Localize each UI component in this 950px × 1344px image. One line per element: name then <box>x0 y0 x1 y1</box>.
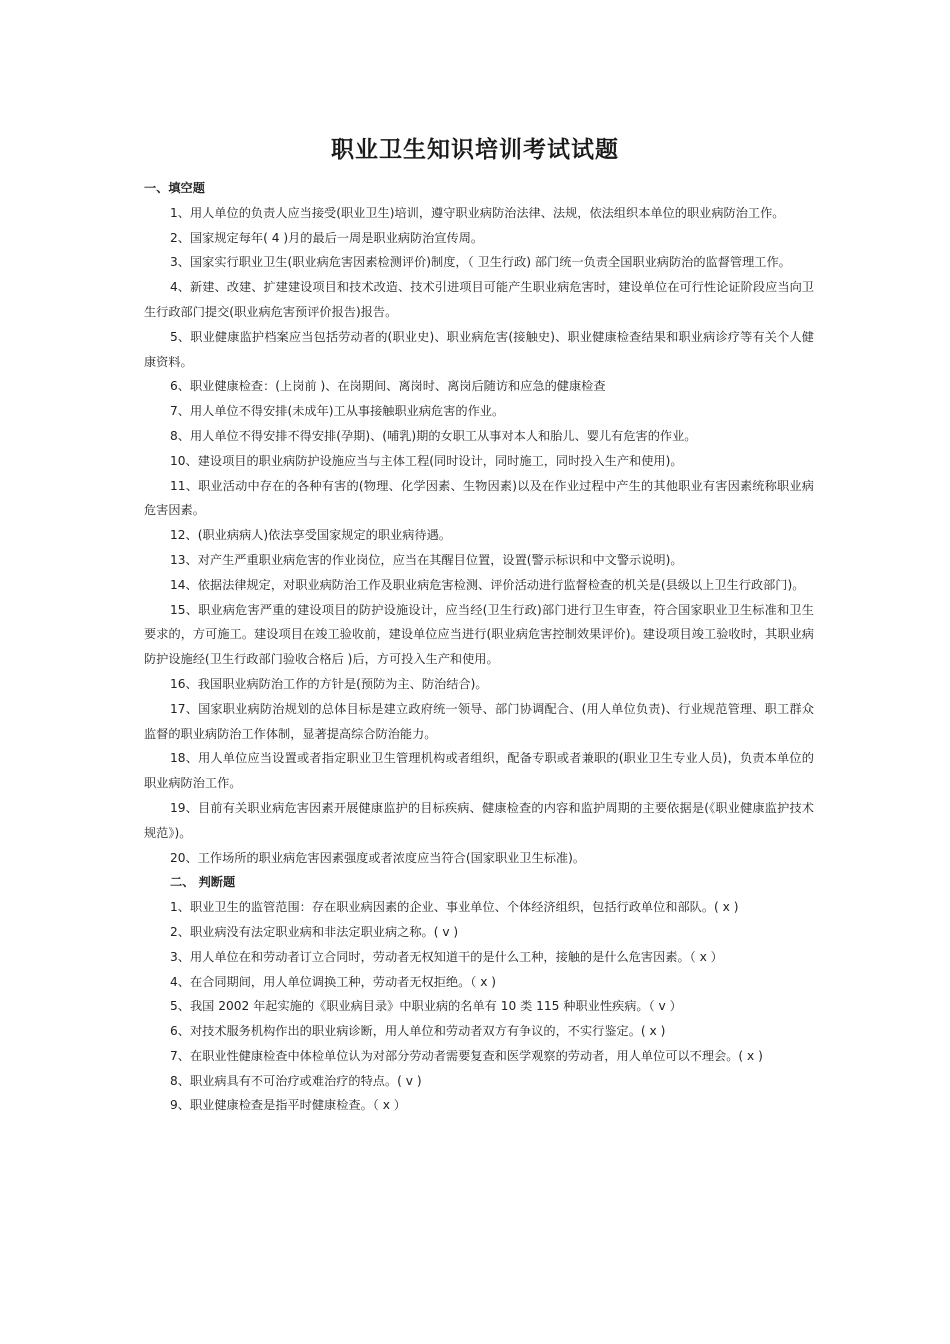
question-item: 4、在合同期间，用人单位调换工种，劳动者无权拒绝。（ x ) <box>170 974 497 989</box>
question-item: 18、用人单位应当设置或者指定职业卫生管理机构或者组织，配备专职或者兼职的(职业卫生专业人员)，负责本单位的职业病防治工作。 <box>144 751 814 791</box>
question-item: 9、职业健康检查是指平时健康检查。（ x ） <box>170 1098 406 1113</box>
question-item: 13、对产生严重职业病危害的作业岗位，应当在其醒目位置，设置(警示标识和中文警示说明)。 <box>170 552 683 567</box>
question-item: 11、职业活动中存在的各种有害的(物理、化学因素、生物因素)以及在作业过程中产生的其他职业有害因素统称职业病危害因素。 <box>144 478 814 518</box>
question-item: 8、职业病具有不可治疗或难治疗的特点。( v ) <box>170 1073 422 1088</box>
question-item: 7、用人单位不得安排(未成年)工从事接触职业病危害的作业。 <box>170 404 505 419</box>
page-title: 职业卫生知识培训考试试题 <box>331 137 619 163</box>
question-item: 17、国家职业病防治规划的总体目标是建立政府统一领导、部门协调配合、(用人单位负责)、行业规范管理、职工群众监督的职业病防治工作体制，显著提高综合防治能力。 <box>144 701 814 741</box>
question-item: 5、职业健康监护档案应当包括劳动者的(职业史)、职业病危害(接触史)、职业健康检查结果和职业病诊疗等有关个人健康资料。 <box>144 329 814 369</box>
question-item: 15、职业病危害严重的建设项目的防护设施设计，应当经(卫生行政)部门进行卫生审查，符合国家职业卫生标准和卫生要求的，方可施工。建设项目在竣工验收前，建设单位应当进行(职业病危害控制效果评价)。建设项目竣工验收时，其职业病防护设施经(卫生行政部门验收合格后 )后，方可投入生产和使用。 <box>144 602 814 667</box>
question-item: 10、建设项目的职业病防护设施应当与主体工程(同时设计，同时施工，同时投入生产和使用)。 <box>170 453 683 468</box>
question-item: 1、职业卫生的监管范围：存在职业病因素的企业、事业单位、个体经济组织，包括行政单位和部队。( x ) <box>170 900 739 915</box>
question-item: 5、我国 2002 年起实施的《职业病目录》中职业病的名单有 10 类 115 种职业性疾病。（ v ） <box>170 999 682 1014</box>
question-item: 1、用人单位的负责人应当接受(职业卫生)培训，遵守职业病防治法律、法规，依法组织本单位的职业病防治工作。 <box>170 205 785 220</box>
question-item: 20、工作场所的职业病危害因素强度或者浓度应当符合(国家职业卫生标准)。 <box>170 850 586 865</box>
question-item: 6、对技术服务机构作出的职业病诊断，用人单位和劳动者双方有争议的，不实行鉴定。( x ) <box>170 1024 666 1039</box>
question-item: 6、职业健康检查：(上岗前 )、在岗期间、离岗时、离岗后随访和应急的健康检查 <box>170 379 606 394</box>
question-item: 2、职业病没有法定职业病和非法定职业病之称。( v ) <box>170 924 459 939</box>
question-item: 16、我国职业病防治工作的方针是(预防为主、防治结合)。 <box>170 676 488 691</box>
document-body <box>144 176 814 1118</box>
question-item: 12、(职业病病人)依法享受国家规定的职业病待遇。 <box>170 528 451 543</box>
section-heading-fill-blank: 一、填空题 <box>144 181 205 195</box>
question-item: 14、依据法律规定，对职业病防治工作及职业病危害检测、评价活动进行监督检查的机关是(县级以上卫生行政部门)。 <box>170 577 805 592</box>
question-item: 4、新建、改建、扩建建设项目和技术改造、技术引进项目可能产生职业病危害时，建设单位在可行性论证阶段应当向卫生行政部门提交(职业病危害预评价报告)报告。 <box>144 280 814 319</box>
question-item: 19、目前有关职业病危害因素开展健康监护的目标疾病、健康检查的内容和监护周期的主要依据是(《职业健康监护技术规范》)。 <box>144 800 814 840</box>
question-item: 2、国家规定每年( 4 )月的最后一周是职业病防治宣传周。 <box>170 230 484 245</box>
question-item: 7、在职业性健康检查中体检单位认为对部分劳动者需要复查和医学观察的劳动者，用人单位可以不理会。( x ) <box>170 1048 763 1063</box>
section-heading-true-false: 二、 判断题 <box>170 875 236 890</box>
question-item: 3、用人单位在和劳动者订立合同时，劳动者无权知道干的是什么工种，接触的是什么危害因素。（ x ） <box>170 949 723 964</box>
question-item: 8、用人单位不得安排不得安排(孕期)、(哺乳)期的女职工从事对本人和胎儿、婴儿有危害的作业。 <box>170 428 697 443</box>
question-item: 3、国家实行职业卫生(职业病危害因素检测评价)制度，（ 卫生行政) 部门统一负责全国职业病防治的监督管理工作。 <box>170 255 791 270</box>
